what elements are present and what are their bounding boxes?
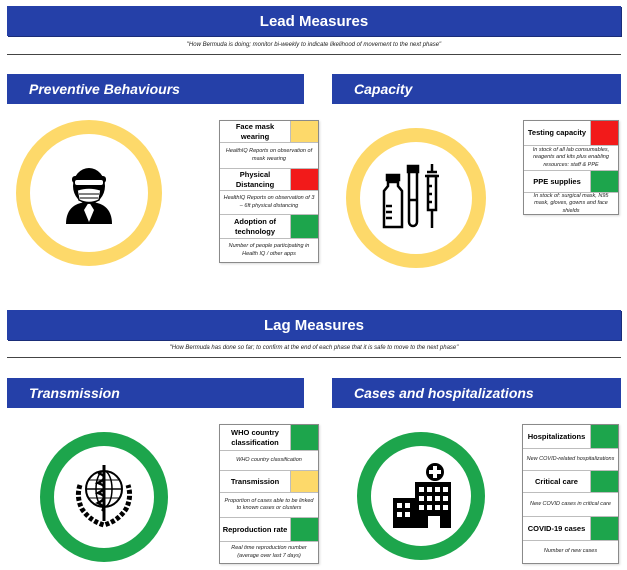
lag-measures-subtitle: "How Bermuda has done so far; to confirm at the end of each phase that it is safe to move to the next phase" [7, 345, 621, 358]
metric-row [220, 518, 318, 542]
metric-description: New COVID-related hospitalizations [523, 449, 618, 471]
masked-person-icon [54, 158, 124, 228]
metric-description: New COVID cases in critical care [523, 493, 618, 517]
status-indicator-yellow [290, 471, 318, 492]
metric-row [220, 169, 318, 191]
capacity-metrics-card [523, 120, 619, 215]
metric-description: HealthIQ Reports on observation of 3 – 6ft physical distancing [220, 191, 318, 215]
metric-row [220, 425, 318, 451]
metric-label: Face mask wearing [235, 122, 275, 141]
metric-label: COVID-19 cases [527, 523, 586, 533]
status-indicator-green [290, 518, 318, 541]
capacity-ring [346, 128, 486, 268]
metric-label: Transmission [230, 476, 280, 486]
lag-measures-banner: Lag Measures [7, 310, 621, 340]
status-indicator-green [590, 425, 618, 448]
status-indicator-yellow [290, 121, 318, 142]
status-indicator-green [290, 215, 318, 238]
metric-row [220, 215, 318, 239]
capacity-header: Capacity [332, 74, 621, 104]
metric-row [220, 121, 318, 143]
cases-ring [357, 432, 485, 560]
transmission-ring [40, 432, 168, 562]
metric-description: Proportion of cases able to be linked to known cases or clusters [220, 493, 318, 518]
metric-row [523, 425, 618, 449]
status-indicator-green [590, 517, 618, 540]
metric-label: PPE supplies [533, 176, 581, 186]
metric-label: Testing capacity [527, 128, 587, 138]
metric-description: WHO country classification [220, 451, 318, 471]
status-indicator-red [590, 121, 618, 145]
metric-label: Hospitalizations [527, 431, 586, 441]
metric-row [524, 171, 618, 193]
cases-metrics-card [522, 424, 619, 564]
metric-label: WHO country classification [231, 428, 279, 447]
status-indicator-green [590, 471, 618, 492]
metric-row [524, 121, 618, 146]
status-indicator-red [290, 169, 318, 190]
lead-measures-subtitle: "How Bermuda is doing; monitor bi-weekly to indicate likelihood of movement to the next phase" [7, 42, 621, 55]
metric-description: Number of new cases [543, 548, 598, 555]
metric-description: HealthIQ Reports on observation of mask wearing [220, 143, 318, 169]
status-indicator-green [290, 425, 318, 450]
metric-description: In stock of: surgical mask, N95 mask, gloves, gowns and face shields [533, 192, 609, 214]
metric-row [523, 517, 618, 541]
transmission-header: Transmission [7, 378, 304, 408]
metric-row [523, 471, 618, 493]
metric-description: Real time reproduction number (average over last 7 days) [231, 545, 307, 559]
metric-label: Physical Distancing [235, 170, 275, 189]
metric-description: In stock of all lab consumables, reagents and kits plus enabling resources: staff & PPE [524, 146, 618, 171]
metric-row [220, 471, 318, 493]
status-indicator-green [590, 171, 618, 192]
preventive-behaviours-header: Preventive Behaviours [7, 74, 304, 104]
transmission-metrics-card [219, 424, 319, 564]
metric-label: Reproduction rate [222, 524, 288, 534]
hospital-icon [385, 460, 457, 532]
metric-label: Critical care [535, 476, 578, 486]
preventive-ring [16, 120, 162, 266]
who-emblem-icon [62, 455, 146, 539]
lead-measures-banner: Lead Measures [7, 6, 621, 36]
cases-hospitalizations-header: Cases and hospitalizations [332, 378, 621, 408]
preventive-metrics-card [219, 120, 319, 263]
lab-supplies-icon [380, 162, 452, 234]
metric-label: Adoption of technology [233, 217, 277, 236]
metric-description: Number of people participating in Health IQ / other apps [228, 243, 310, 257]
